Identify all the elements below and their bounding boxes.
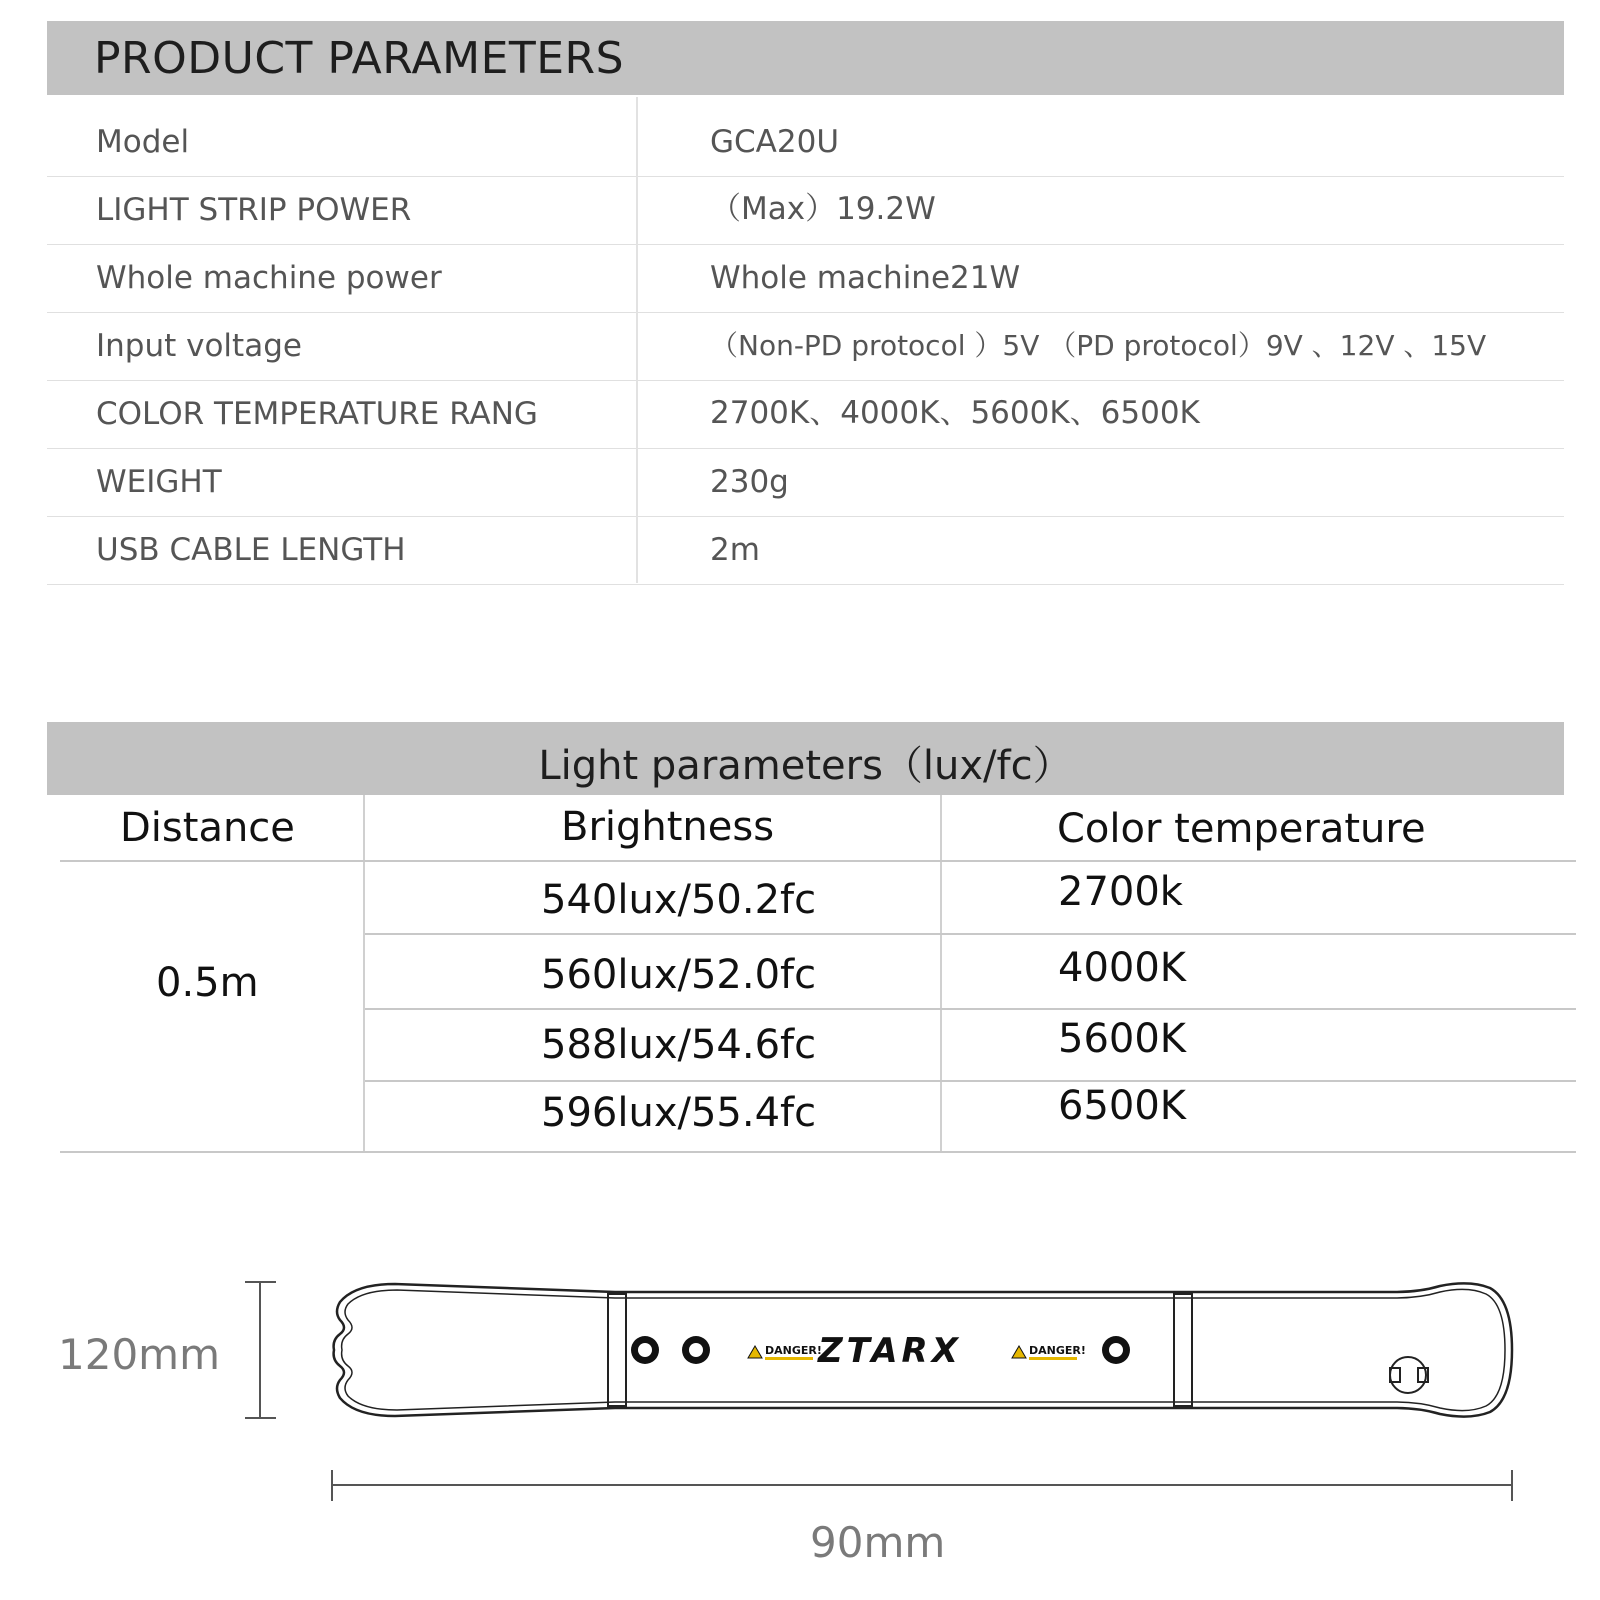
param-value-weight: 230g (710, 464, 789, 500)
height-dimension-line (245, 1282, 276, 1418)
column-divider (363, 795, 365, 1153)
header-brightness: Brightness (561, 804, 775, 850)
table-row (47, 449, 1564, 517)
color-temp-value: 2700k (1058, 869, 1183, 915)
param-label-strip-power: LIGHT STRIP POWER (96, 192, 412, 228)
header-divider (60, 860, 1576, 862)
color-temp-value: 6500K (1058, 1083, 1187, 1129)
width-dimension-label: 90mm (810, 1518, 946, 1567)
header-distance: Distance (120, 805, 295, 851)
distance-value: 0.5m (156, 960, 259, 1006)
button-icon (631, 1336, 659, 1364)
brand-logo: ZTARX (818, 1331, 962, 1371)
param-value-color-temp: 2700K、4000K、5600K、6500K (710, 395, 1200, 431)
param-label-machine-power: Whole machine power (96, 260, 442, 296)
param-label-cable-length: USB CABLE LENGTH (96, 532, 406, 568)
table-row (47, 245, 1564, 313)
column-divider (940, 795, 942, 1153)
table-bottom-border (60, 1151, 1576, 1153)
product-parameters-header (47, 21, 1564, 95)
param-label-model: Model (96, 124, 190, 160)
light-parameters-table (60, 795, 1576, 1155)
light-strip-drawing (0, 1270, 1600, 1600)
port-clip-icon (1390, 1357, 1428, 1393)
param-label-weight: WEIGHT (96, 464, 222, 500)
table-row (47, 313, 1564, 381)
height-dimension-label: 120mm (58, 1330, 220, 1379)
param-value-model: GCA20U (710, 124, 840, 160)
product-dimension-diagram (0, 1270, 1600, 1600)
warning-text: DANGER! (1029, 1344, 1086, 1357)
row-divider (365, 1008, 1576, 1010)
header-color-temperature: Color temperature (1057, 806, 1426, 852)
brightness-value: 596lux/55.4fc (541, 1090, 817, 1136)
param-value-machine-power: Whole machine21W (710, 260, 1021, 296)
width-dimension-line (332, 1470, 1512, 1501)
light-parameters-title: Light parameters（lux/fc） (538, 743, 1073, 789)
color-temp-value: 4000K (1058, 945, 1187, 991)
brightness-value: 560lux/52.0fc (541, 952, 817, 998)
warning-label (1012, 1344, 1086, 1360)
brightness-value: 588lux/54.6fc (541, 1022, 817, 1068)
button-icon (682, 1336, 710, 1364)
row-divider (365, 933, 1576, 935)
column-divider (636, 97, 638, 583)
table-row (47, 177, 1564, 245)
light-parameters-header (47, 722, 1564, 795)
product-parameters-title: PRODUCT PARAMETERS (94, 33, 625, 84)
brightness-value: 540lux/50.2fc (541, 877, 817, 923)
param-value-input-voltage: （Non-PD protocol ）5V （PD protocol）9V 、12V 、15V (710, 329, 1487, 362)
button-icon (1102, 1336, 1130, 1364)
param-value-cable-length: 2m (710, 532, 760, 568)
param-label-input-voltage: Input voltage (96, 328, 302, 364)
table-row (47, 95, 1564, 177)
table-row (47, 381, 1564, 449)
param-label-color-temp: COLOR TEMPERATURE RANG (96, 396, 538, 432)
table-row (47, 517, 1564, 585)
warning-label (748, 1344, 822, 1360)
param-value-strip-power: （Max）19.2W (710, 191, 936, 227)
color-temp-value: 5600K (1058, 1016, 1187, 1062)
product-parameters-table (47, 95, 1564, 585)
row-divider (365, 1080, 1576, 1082)
warning-text: DANGER! (765, 1344, 822, 1357)
